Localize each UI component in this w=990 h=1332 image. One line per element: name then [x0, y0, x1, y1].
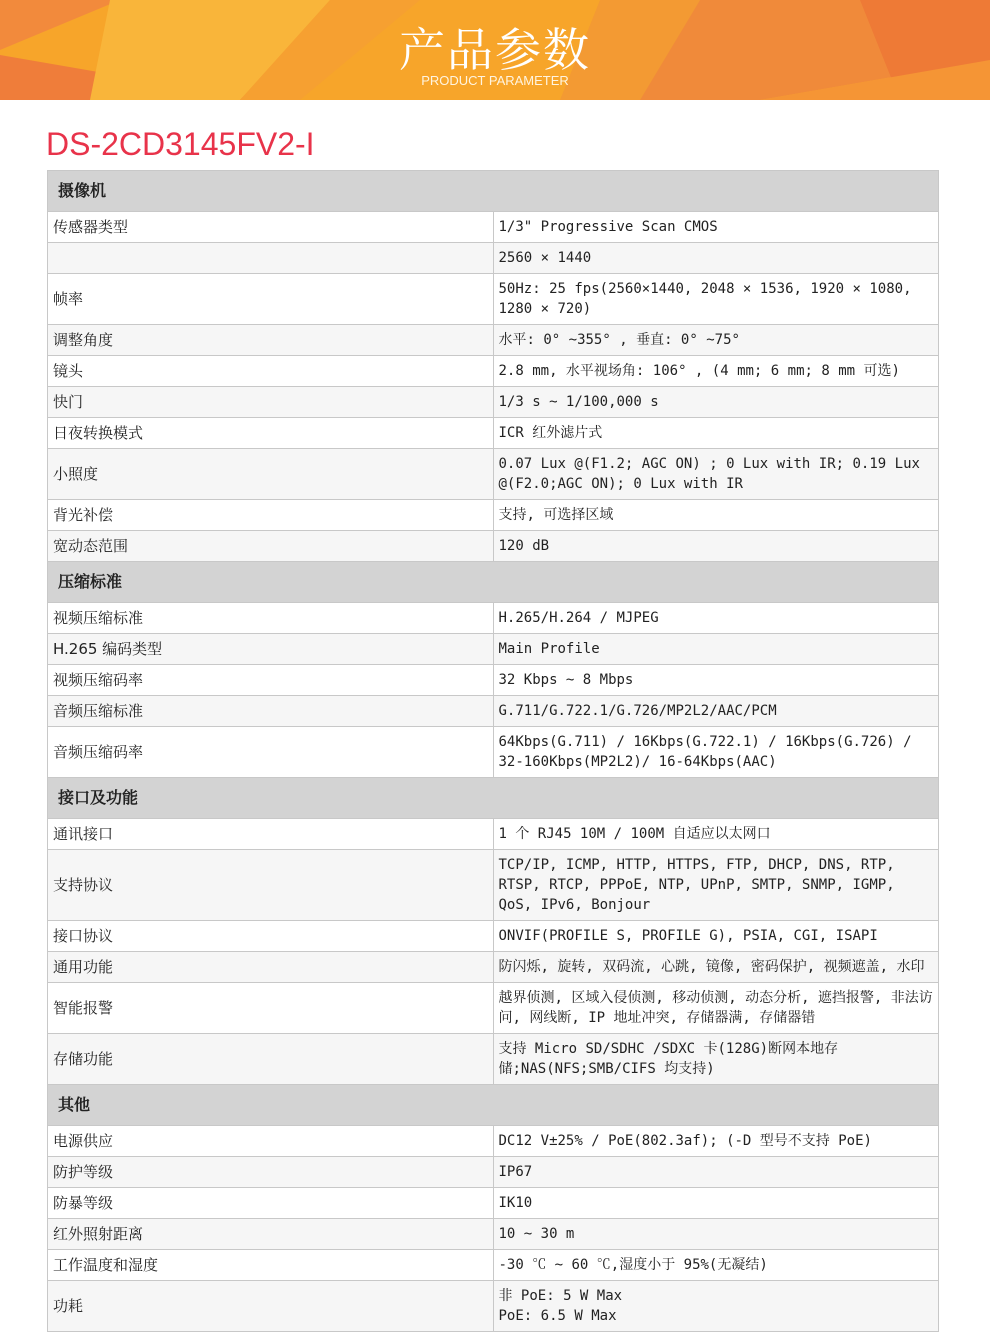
- param-name: 存储功能: [48, 1034, 494, 1085]
- param-value: IK10: [493, 1188, 939, 1219]
- param-value: 越界侦测, 区域入侵侦测, 移动侦测, 动态分析, 遮挡报警, 非法访问, 网线断, IP 地址冲突, 存储器满, 存储器错: [493, 983, 939, 1034]
- table-row: [48, 1126, 939, 1157]
- table-row: [48, 634, 939, 665]
- param-name: 小照度: [48, 449, 494, 500]
- table-row: [48, 819, 939, 850]
- param-name: 电源供应: [48, 1126, 494, 1157]
- table-row: [48, 531, 939, 562]
- param-name: 音频压缩码率: [48, 727, 494, 778]
- table-row: [48, 387, 939, 418]
- section-title: 接口及功能: [48, 778, 939, 819]
- section-title: 摄像机: [48, 171, 939, 212]
- section-header: [48, 1085, 939, 1126]
- table-row: [48, 952, 939, 983]
- spec-table: [47, 170, 939, 1332]
- param-value: 120 dB: [493, 531, 939, 562]
- param-value: 2560 × 1440: [493, 243, 939, 274]
- table-row: [48, 500, 939, 531]
- param-name: 视频压缩标准: [48, 603, 494, 634]
- table-row: [48, 212, 939, 243]
- section-header: [48, 562, 939, 603]
- param-name: 传感器类型: [48, 212, 494, 243]
- table-row: [48, 1188, 939, 1219]
- param-value: 支持 Micro SD/SDHC /SDXC 卡(128G)断网本地存储;NAS(NFS;SMB/CIFS 均支持): [493, 1034, 939, 1085]
- table-row: [48, 696, 939, 727]
- param-value: Main Profile: [493, 634, 939, 665]
- section-title: 其他: [48, 1085, 939, 1126]
- param-name: 背光补偿: [48, 500, 494, 531]
- param-name: 接口协议: [48, 921, 494, 952]
- section-header: [48, 171, 939, 212]
- table-row: [48, 418, 939, 449]
- param-value: H.265/H.264 / MJPEG: [493, 603, 939, 634]
- param-name: 通用功能: [48, 952, 494, 983]
- param-value: 2.8 mm, 水平视场角: 106° , (4 mm; 6 mm; 8 mm 可选): [493, 356, 939, 387]
- table-row: [48, 1281, 939, 1332]
- param-name: 功耗: [48, 1281, 494, 1332]
- param-name: 日夜转换模式: [48, 418, 494, 449]
- table-row: [48, 356, 939, 387]
- banner-subtitle: PRODUCT PARAMETER: [421, 73, 569, 88]
- param-name: 调整角度: [48, 325, 494, 356]
- table-row: [48, 850, 939, 921]
- param-value: 1 个 RJ45 10M / 100M 自适应以太网口: [493, 819, 939, 850]
- param-name: 快门: [48, 387, 494, 418]
- param-value: IP67: [493, 1157, 939, 1188]
- section-title: 压缩标准: [48, 562, 939, 603]
- param-name: 通讯接口: [48, 819, 494, 850]
- param-name: 镜头: [48, 356, 494, 387]
- param-name: 帧率: [48, 274, 494, 325]
- param-name: 智能报警: [48, 983, 494, 1034]
- param-value: 1/3 s ~ 1/100,000 s: [493, 387, 939, 418]
- table-row: [48, 274, 939, 325]
- param-value: 10 ~ 30 m: [493, 1219, 939, 1250]
- param-value: 0.07 Lux @(F1.2; AGC ON) ; 0 Lux with IR; 0.19 Lux @(F2.0;AGC ON); 0 Lux with IR: [493, 449, 939, 500]
- param-name: H.265 编码类型: [48, 634, 494, 665]
- param-value: 防闪烁, 旋转, 双码流, 心跳, 镜像, 密码保护, 视频遮盖, 水印: [493, 952, 939, 983]
- param-value: 32 Kbps ~ 8 Mbps: [493, 665, 939, 696]
- table-row: [48, 243, 939, 274]
- table-row: [48, 603, 939, 634]
- param-name: 支持协议: [48, 850, 494, 921]
- param-value: -30 ℃ ~ 60 ℃,湿度小于 95%(无凝结): [493, 1250, 939, 1281]
- table-row: [48, 1034, 939, 1085]
- param-name: 宽动态范围: [48, 531, 494, 562]
- table-row: [48, 449, 939, 500]
- table-row: [48, 1219, 939, 1250]
- param-name: 防暴等级: [48, 1188, 494, 1219]
- table-row: [48, 325, 939, 356]
- table-row: [48, 983, 939, 1034]
- param-value: 1/3" Progressive Scan CMOS: [493, 212, 939, 243]
- param-value: ICR 红外滤片式: [493, 418, 939, 449]
- param-value: DC12 V±25% / PoE(802.3af); (-D 型号不支持 PoE): [493, 1126, 939, 1157]
- table-row: [48, 921, 939, 952]
- section-header: [48, 778, 939, 819]
- table-row: [48, 1250, 939, 1281]
- param-name: 红外照射距离: [48, 1219, 494, 1250]
- param-name: [48, 243, 494, 274]
- param-name: 防护等级: [48, 1157, 494, 1188]
- banner-title: 产品参数: [399, 23, 591, 77]
- param-value: 水平: 0° ~355° , 垂直: 0° ~75°: [493, 325, 939, 356]
- table-row: [48, 727, 939, 778]
- param-value: 64Kbps(G.711) / 16Kbps(G.722.1) / 16Kbps(G.726) / 32-160Kbps(MP2L2)/ 16-64Kbps(AAC): [493, 727, 939, 778]
- table-row: [48, 665, 939, 696]
- param-value: 50Hz: 25 fps(2560×1440, 2048 × 1536, 1920 × 1080, 1280 × 720): [493, 274, 939, 325]
- param-name: 音频压缩标准: [48, 696, 494, 727]
- param-value: ONVIF(PROFILE S, PROFILE G), PSIA, CGI, ISAPI: [493, 921, 939, 952]
- table-row: [48, 1157, 939, 1188]
- param-value: G.711/G.722.1/G.726/MP2L2/AAC/PCM: [493, 696, 939, 727]
- param-value: 非 PoE: 5 W Max PoE: 6.5 W Max: [493, 1281, 939, 1332]
- param-value: TCP/IP, ICMP, HTTP, HTTPS, FTP, DHCP, DNS, RTP, RTSP, RTCP, PPPoE, NTP, UPnP, SMTP, SNMP, IGMP, QoS, IPv6, Bonjour: [493, 850, 939, 921]
- param-name: 视频压缩码率: [48, 665, 494, 696]
- header-banner: [0, 0, 990, 100]
- model-title: DS-2CD3145FV2-I: [46, 126, 315, 162]
- param-value: 支持, 可选择区域: [493, 500, 939, 531]
- param-name: 工作温度和湿度: [48, 1250, 494, 1281]
